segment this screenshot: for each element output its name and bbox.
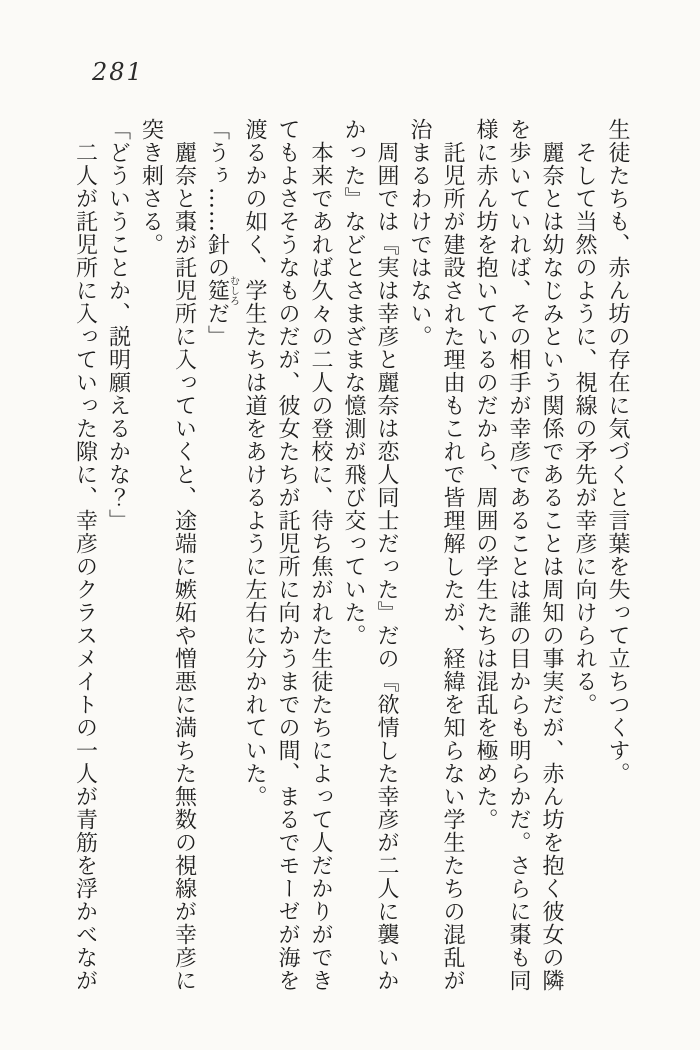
page-number: 281 bbox=[92, 58, 144, 86]
paragraph: 託児所が建設された理由もこれで皆理解したが、経緯を知らない学生たちの混乱が治まるわけではない。 bbox=[407, 118, 465, 992]
paragraph: 二人が託児所に入っていった隙に、幸彦のクラスメイトの一人が青筋を浮かべなが bbox=[72, 141, 98, 992]
paragraph: 麗奈とは幼なじみという関係であることは周知の事実だが、赤ん坊を抱く彼女の隣を歩いていれば、その相手が幸彦であることは誰の目からも明らかだ。さらに棗も同様に赤ん坊を抱いているのだから、周囲の学生たちは混乱を極めた。 bbox=[473, 118, 564, 992]
paragraph: 「うぅ……針の筵むしろだ」 bbox=[204, 118, 239, 348]
paragraph: 周囲では『実は幸彦と麗奈は恋人同士だった』だの『欲情した幸彦が二人に襲いかかった』などとさまざまな憶測が飛び交っていた。 bbox=[341, 118, 399, 992]
paragraph: 生徒たちも、赤ん坊の存在に気づくと言葉を失って立ちつくす。 bbox=[605, 118, 630, 785]
body-text bbox=[69, 118, 635, 992]
paragraph: 本来であれば久々の二人の登校に、待ち焦がれた生徒たちによって人だかりができてもよさそうなものだが、彼女たちが託児所に向かうまでの間、まるでモーゼが海を渡るかの如く、学生たちは道をあけるように左右に分かれていた。 bbox=[242, 118, 333, 992]
ruby-annotated-kanji: 筵むしろ bbox=[204, 275, 239, 306]
paragraph: 「どういうことか、説明願えるかな？」 bbox=[105, 118, 131, 532]
paragraph: そして当然のように、視線の矛先が幸彦に向けられる。 bbox=[572, 141, 597, 716]
paragraph: 麗奈と棗が託児所に入っていくと、途端に嫉妬や憎悪に満ちた無数の視線が幸彦に突き刺さる。 bbox=[138, 118, 197, 992]
